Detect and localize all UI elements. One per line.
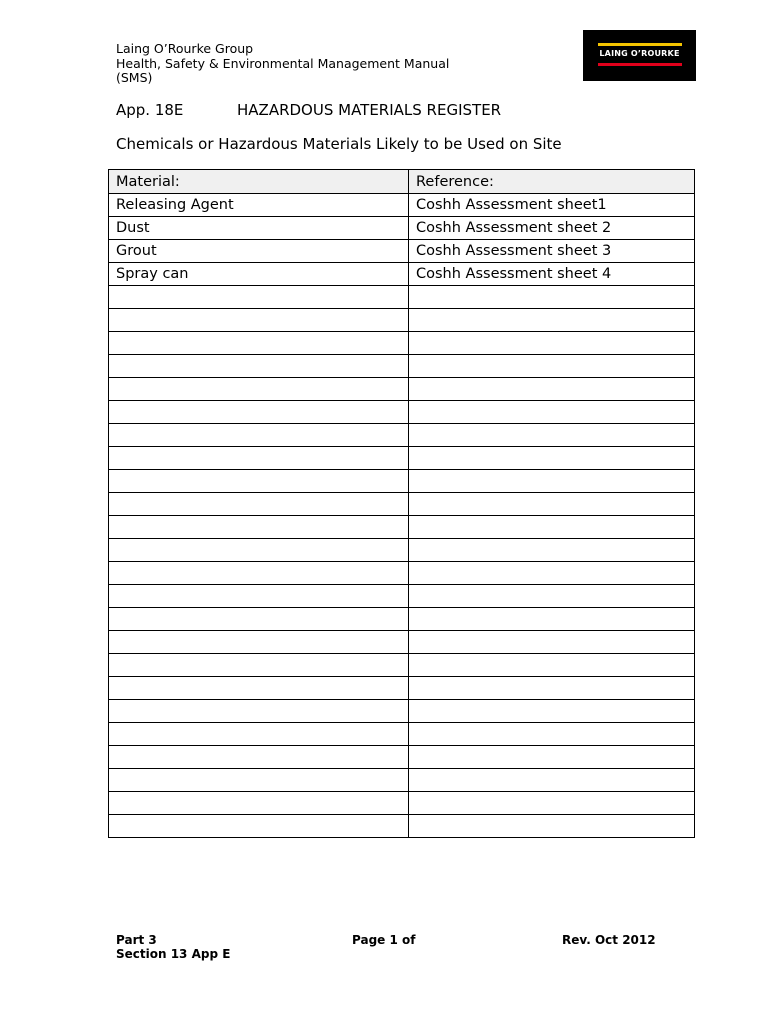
material-cell: [109, 493, 409, 516]
appendix-code: App. 18E: [116, 101, 184, 119]
logo-text: LAING O’ROURKE: [599, 49, 680, 58]
material-cell: [109, 608, 409, 631]
footer-revision: Rev. Oct 2012: [562, 933, 656, 947]
material-cell: Spray can: [109, 263, 409, 286]
table-row: [109, 792, 695, 815]
company-name: Laing O’Rourke Group: [116, 41, 254, 56]
table-row: [109, 631, 695, 654]
footer-part-label: Part 3: [116, 933, 157, 947]
footer-page-number: Page 1 of: [352, 933, 416, 947]
material-cell: [109, 769, 409, 792]
material-cell: [109, 677, 409, 700]
column-header-reference: Reference:: [409, 170, 695, 194]
material-cell: Releasing Agent: [109, 194, 409, 217]
table-row: [109, 378, 695, 401]
material-cell: [109, 516, 409, 539]
table-row: [109, 700, 695, 723]
material-cell: [109, 470, 409, 493]
material-cell: [109, 654, 409, 677]
material-cell: [109, 539, 409, 562]
column-header-material: Material:: [109, 170, 409, 194]
material-cell: [109, 792, 409, 815]
footer-section-label: Section 13 App E: [116, 947, 231, 961]
reference-cell: [409, 516, 695, 539]
table-row: [109, 355, 695, 378]
material-cell: [109, 401, 409, 424]
reference-cell: [409, 677, 695, 700]
reference-cell: [409, 470, 695, 493]
material-cell: [109, 815, 409, 838]
table-row: [109, 447, 695, 470]
reference-cell: [409, 792, 695, 815]
reference-cell: [409, 654, 695, 677]
table-row: [109, 493, 695, 516]
reference-cell: [409, 815, 695, 838]
material-cell: [109, 700, 409, 723]
page-title: [116, 101, 501, 119]
table-row: [109, 217, 695, 240]
material-cell: [109, 332, 409, 355]
table-row: [109, 470, 695, 493]
reference-cell: [409, 493, 695, 516]
reference-cell: [409, 769, 695, 792]
reference-cell: [409, 539, 695, 562]
table-row: [109, 769, 695, 792]
reference-cell: [409, 286, 695, 309]
manual-title: Health, Safety & Environmental Management Manual: [116, 55, 450, 71]
reference-cell: [409, 447, 695, 470]
material-cell: [109, 424, 409, 447]
reference-cell: Coshh Assessment sheet1: [409, 194, 695, 217]
reference-cell: [409, 700, 695, 723]
reference-cell: [409, 585, 695, 608]
logo-top-bar: [598, 43, 682, 46]
company-logo: [583, 30, 696, 81]
reference-cell: [409, 355, 695, 378]
reference-cell: [409, 378, 695, 401]
table-row: [109, 263, 695, 286]
table-row: [109, 332, 695, 355]
material-cell: [109, 631, 409, 654]
reference-cell: [409, 746, 695, 769]
table-row: [109, 516, 695, 539]
reference-cell: Coshh Assessment sheet 4: [409, 263, 695, 286]
table-row: [109, 240, 695, 263]
material-cell: [109, 378, 409, 401]
material-cell: Dust: [109, 217, 409, 240]
table-body: [109, 194, 695, 838]
material-cell: [109, 309, 409, 332]
material-cell: [109, 723, 409, 746]
manual-title-abbrev: (SMS): [116, 70, 153, 85]
reference-cell: [409, 562, 695, 585]
reference-cell: [409, 424, 695, 447]
table-row: [109, 539, 695, 562]
table-row: [109, 723, 695, 746]
table-row: [109, 194, 695, 217]
page-subtitle: Chemicals or Hazardous Materials Likely to be Used on Site: [116, 135, 562, 153]
hazardous-materials-table: [108, 169, 695, 838]
material-cell: [109, 585, 409, 608]
reference-cell: [409, 631, 695, 654]
table-row: [109, 654, 695, 677]
table-row: [109, 309, 695, 332]
reference-cell: [409, 309, 695, 332]
table-row: [109, 286, 695, 309]
material-cell: [109, 286, 409, 309]
table-row: [109, 608, 695, 631]
reference-cell: [409, 332, 695, 355]
reference-cell: [409, 608, 695, 631]
reference-cell: [409, 401, 695, 424]
table-row: [109, 815, 695, 838]
table-row: [109, 401, 695, 424]
document-header: [116, 42, 449, 86]
material-cell: [109, 355, 409, 378]
material-cell: [109, 562, 409, 585]
logo-bottom-bar: [598, 63, 682, 66]
footer-part: [116, 933, 230, 961]
reference-cell: [409, 723, 695, 746]
table-header-row: [109, 170, 695, 194]
table-row: [109, 746, 695, 769]
material-cell: Grout: [109, 240, 409, 263]
table-row: [109, 562, 695, 585]
table-row: [109, 585, 695, 608]
reference-cell: Coshh Assessment sheet 3: [409, 240, 695, 263]
register-title: HAZARDOUS MATERIALS REGISTER: [237, 101, 502, 119]
material-cell: [109, 447, 409, 470]
reference-cell: Coshh Assessment sheet 2: [409, 217, 695, 240]
material-cell: [109, 746, 409, 769]
table-row: [109, 424, 695, 447]
table-row: [109, 677, 695, 700]
